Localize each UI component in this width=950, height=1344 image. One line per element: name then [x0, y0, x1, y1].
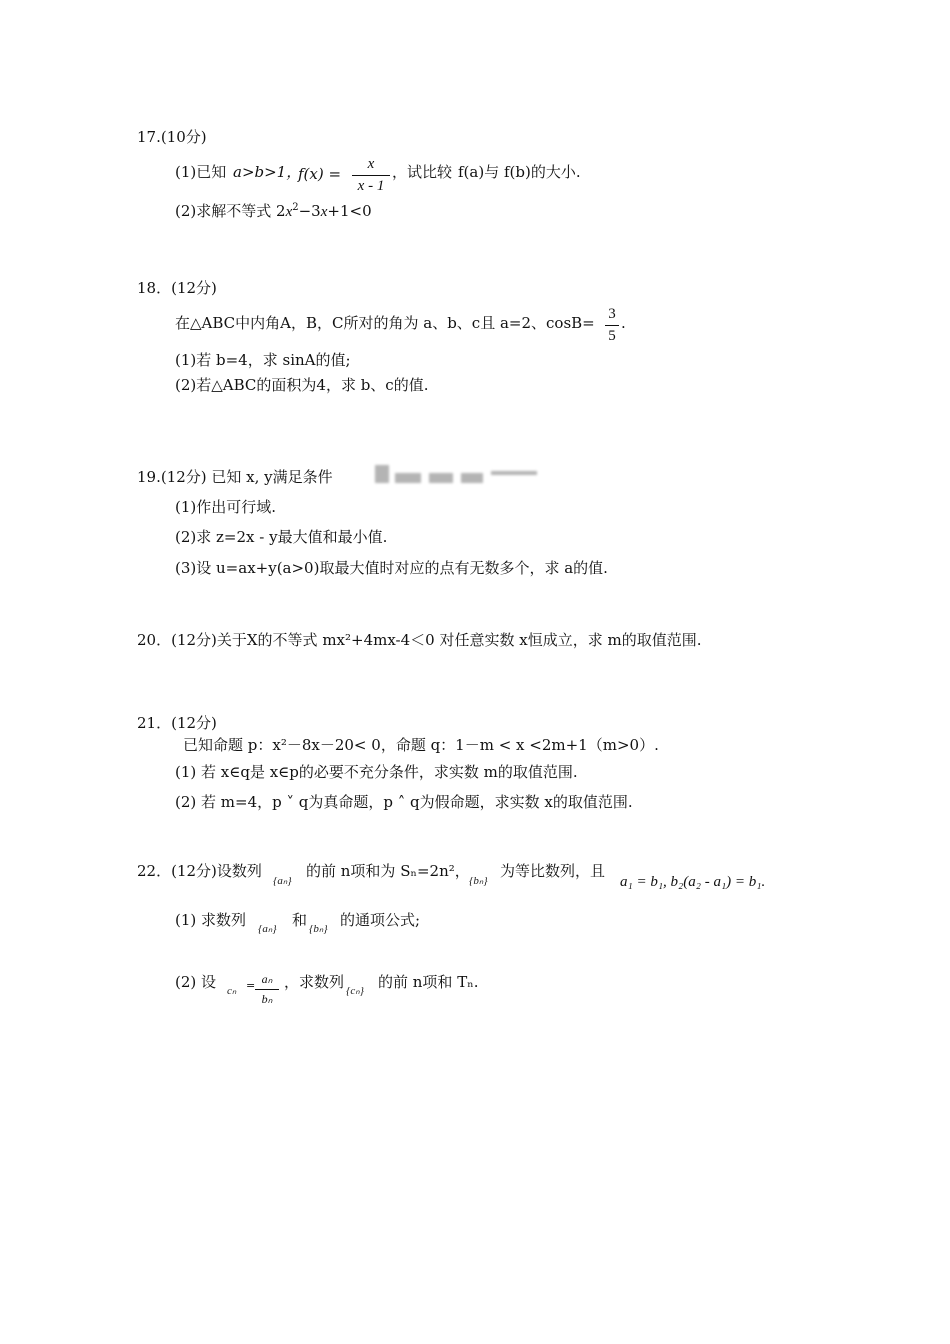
q22-heading: 22．(12分)设数列 — [137, 862, 262, 880]
q22-part2-equals: = — [246, 979, 256, 992]
q17-compare-target: f(a)与 f(b)的大小. — [458, 163, 581, 181]
q18-part1: (1)若 b=4，求 sinA的值; — [175, 351, 351, 369]
q21-statement: 已知命题 p：x²－8x－20< 0，命题 q：1－m < x <2m+1（m>0）. — [183, 736, 659, 754]
q22-part2-text: ，求数列 — [284, 973, 345, 991]
q17-part2-label: (2)求解不等式 $2x^2-3x+1<0$ — [175, 202, 372, 220]
q22-part2-end: 的前 n项和 Tₙ. — [378, 973, 479, 991]
q19-part1: (1)作出可行域. — [175, 498, 277, 516]
q19-part3: (3)设 u=ax+y(a>0)取最大值时对应的点有无数多个，求 a的值. — [175, 559, 608, 577]
q18-statement-end: . — [621, 314, 626, 332]
q18-heading: 18．(12分) — [137, 279, 217, 297]
q22-part2-fraction — [255, 972, 279, 1007]
q17-function-name: f(x) = — [298, 165, 342, 183]
q17-compare-text: ，试比较 — [392, 163, 453, 181]
q17-heading: 17.(10分) — [137, 128, 207, 146]
q22-sequence-an: {aₙ} — [273, 875, 292, 887]
q18-part2: (2)若△ABC的面积为4，求 b、c的值. — [175, 376, 429, 394]
q22-part2-numerator: aₙ — [261, 972, 273, 986]
q18-fraction-numerator: 3 — [608, 306, 616, 322]
q19-heading: 19.(12分) 已知 x, y满足条件 — [137, 468, 333, 486]
q21-part2: (2) 若 m=4，p ˅ q为真命题，p ˄ q为假命题，求实数 x的取值范围. — [175, 793, 633, 811]
q17-fraction — [352, 156, 390, 195]
q22-part1-label: (1) 求数列 — [175, 911, 247, 929]
q22-part2-cn: cₙ — [227, 985, 237, 997]
q17-part1-label: (1)已知 — [175, 163, 227, 181]
q17-part2-text: (2)求解不等式 — [175, 202, 272, 220]
q22-part2-fraction-bar — [255, 989, 279, 990]
q20-statement: 20．(12分)关于X的不等式 mx²+4mx-4＜0 对任意实数 x恒成立，求 m的取值范围. — [137, 631, 702, 649]
q17-condition: a>b>1， — [233, 163, 302, 181]
q22-geometric-text: 为等比数列，且 — [500, 862, 606, 880]
q22-part1-and: 和 — [292, 911, 308, 929]
q22-sequence-bn: {bₙ} — [469, 875, 488, 887]
q22-part1-an: {aₙ} — [258, 923, 277, 935]
q22-part1-text: 的通项公式; — [340, 911, 421, 929]
q18-fraction — [605, 306, 619, 345]
q21-heading: 21．(12分) — [137, 714, 217, 732]
q22-condition: a₁ = b₁, b₂(a₂ - a₁) = b₁. — [620, 874, 766, 890]
q22-sum-text: 的前 n项和为 Sₙ=2n²， — [306, 862, 470, 880]
q18-statement: 在△ABC中内角A，B，C所对的角为 a、b、c且 a=2、cosB= — [175, 314, 595, 332]
q17-fraction-denominator: x - 1 — [357, 178, 385, 194]
q22-part2-denominator: bₙ — [261, 992, 273, 1006]
q19-constraint-system-image — [375, 465, 537, 487]
q22-part2-label: (2) 设 — [175, 973, 217, 991]
q18-fraction-denominator: 5 — [608, 328, 616, 344]
q17-fraction-bar — [352, 175, 390, 176]
q19-part2: (2)求 z=2x - y最大值和最小值. — [175, 528, 388, 546]
q22-part2-cn-seq: {cₙ} — [346, 985, 365, 997]
q17-fraction-numerator: x — [367, 156, 375, 172]
q21-part1: (1) 若 x∈q是 x∈p的必要不充分条件，求实数 m的取值范围. — [175, 763, 578, 781]
q22-part1-bn: {bₙ} — [309, 923, 328, 935]
q18-fraction-bar — [605, 325, 619, 326]
